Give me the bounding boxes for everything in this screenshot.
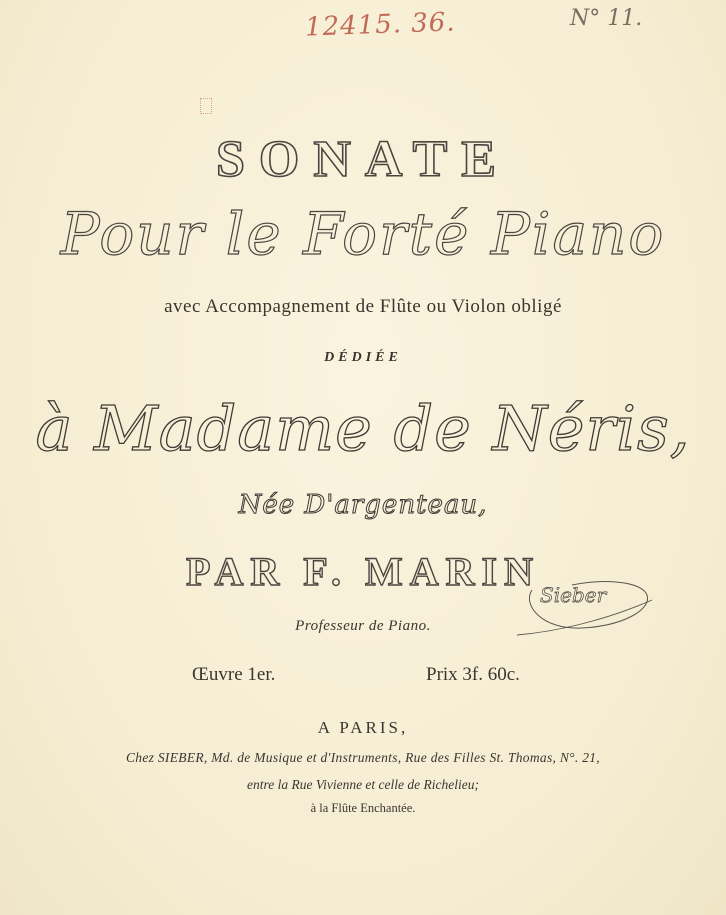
opus-number: Œuvre 1er. (192, 664, 276, 685)
title-sonate: SONATE (216, 131, 510, 188)
dedicated-label: DÉDIÉE (324, 350, 402, 365)
signature-text: Sieber (540, 583, 607, 607)
title-pour-forte-piano: Pour le Forté Piano (60, 200, 666, 268)
dedicatee-name: à Madame de Néris, (35, 392, 691, 465)
publisher-shop: à la Flûte Enchantée. (310, 801, 416, 815)
price: Prix 3f. 60c. (426, 664, 520, 685)
accompaniment-line: avec Accompagnement de Flûte ou Violon obligé (164, 296, 562, 317)
dedicatee-maiden-name: Née D'argenteau, (238, 490, 488, 520)
publisher-location: entre la Rue Vivienne et celle de Richelieu; (246, 777, 479, 792)
item-number-annotation: N° 11. (570, 6, 643, 31)
catalog-number-annotation: 12415. 36. (304, 7, 457, 43)
publisher-city: A PARIS, (317, 718, 409, 737)
composer-name: PAR F. MARIN (186, 549, 540, 594)
publisher-address: Chez SIEBER, Md. de Musique et d'Instruments, Rue des Filles St. Thomas, N°. 21, (126, 750, 600, 765)
composer-profession: Professeur de Piano. (295, 618, 431, 634)
library-stamp (200, 98, 212, 114)
